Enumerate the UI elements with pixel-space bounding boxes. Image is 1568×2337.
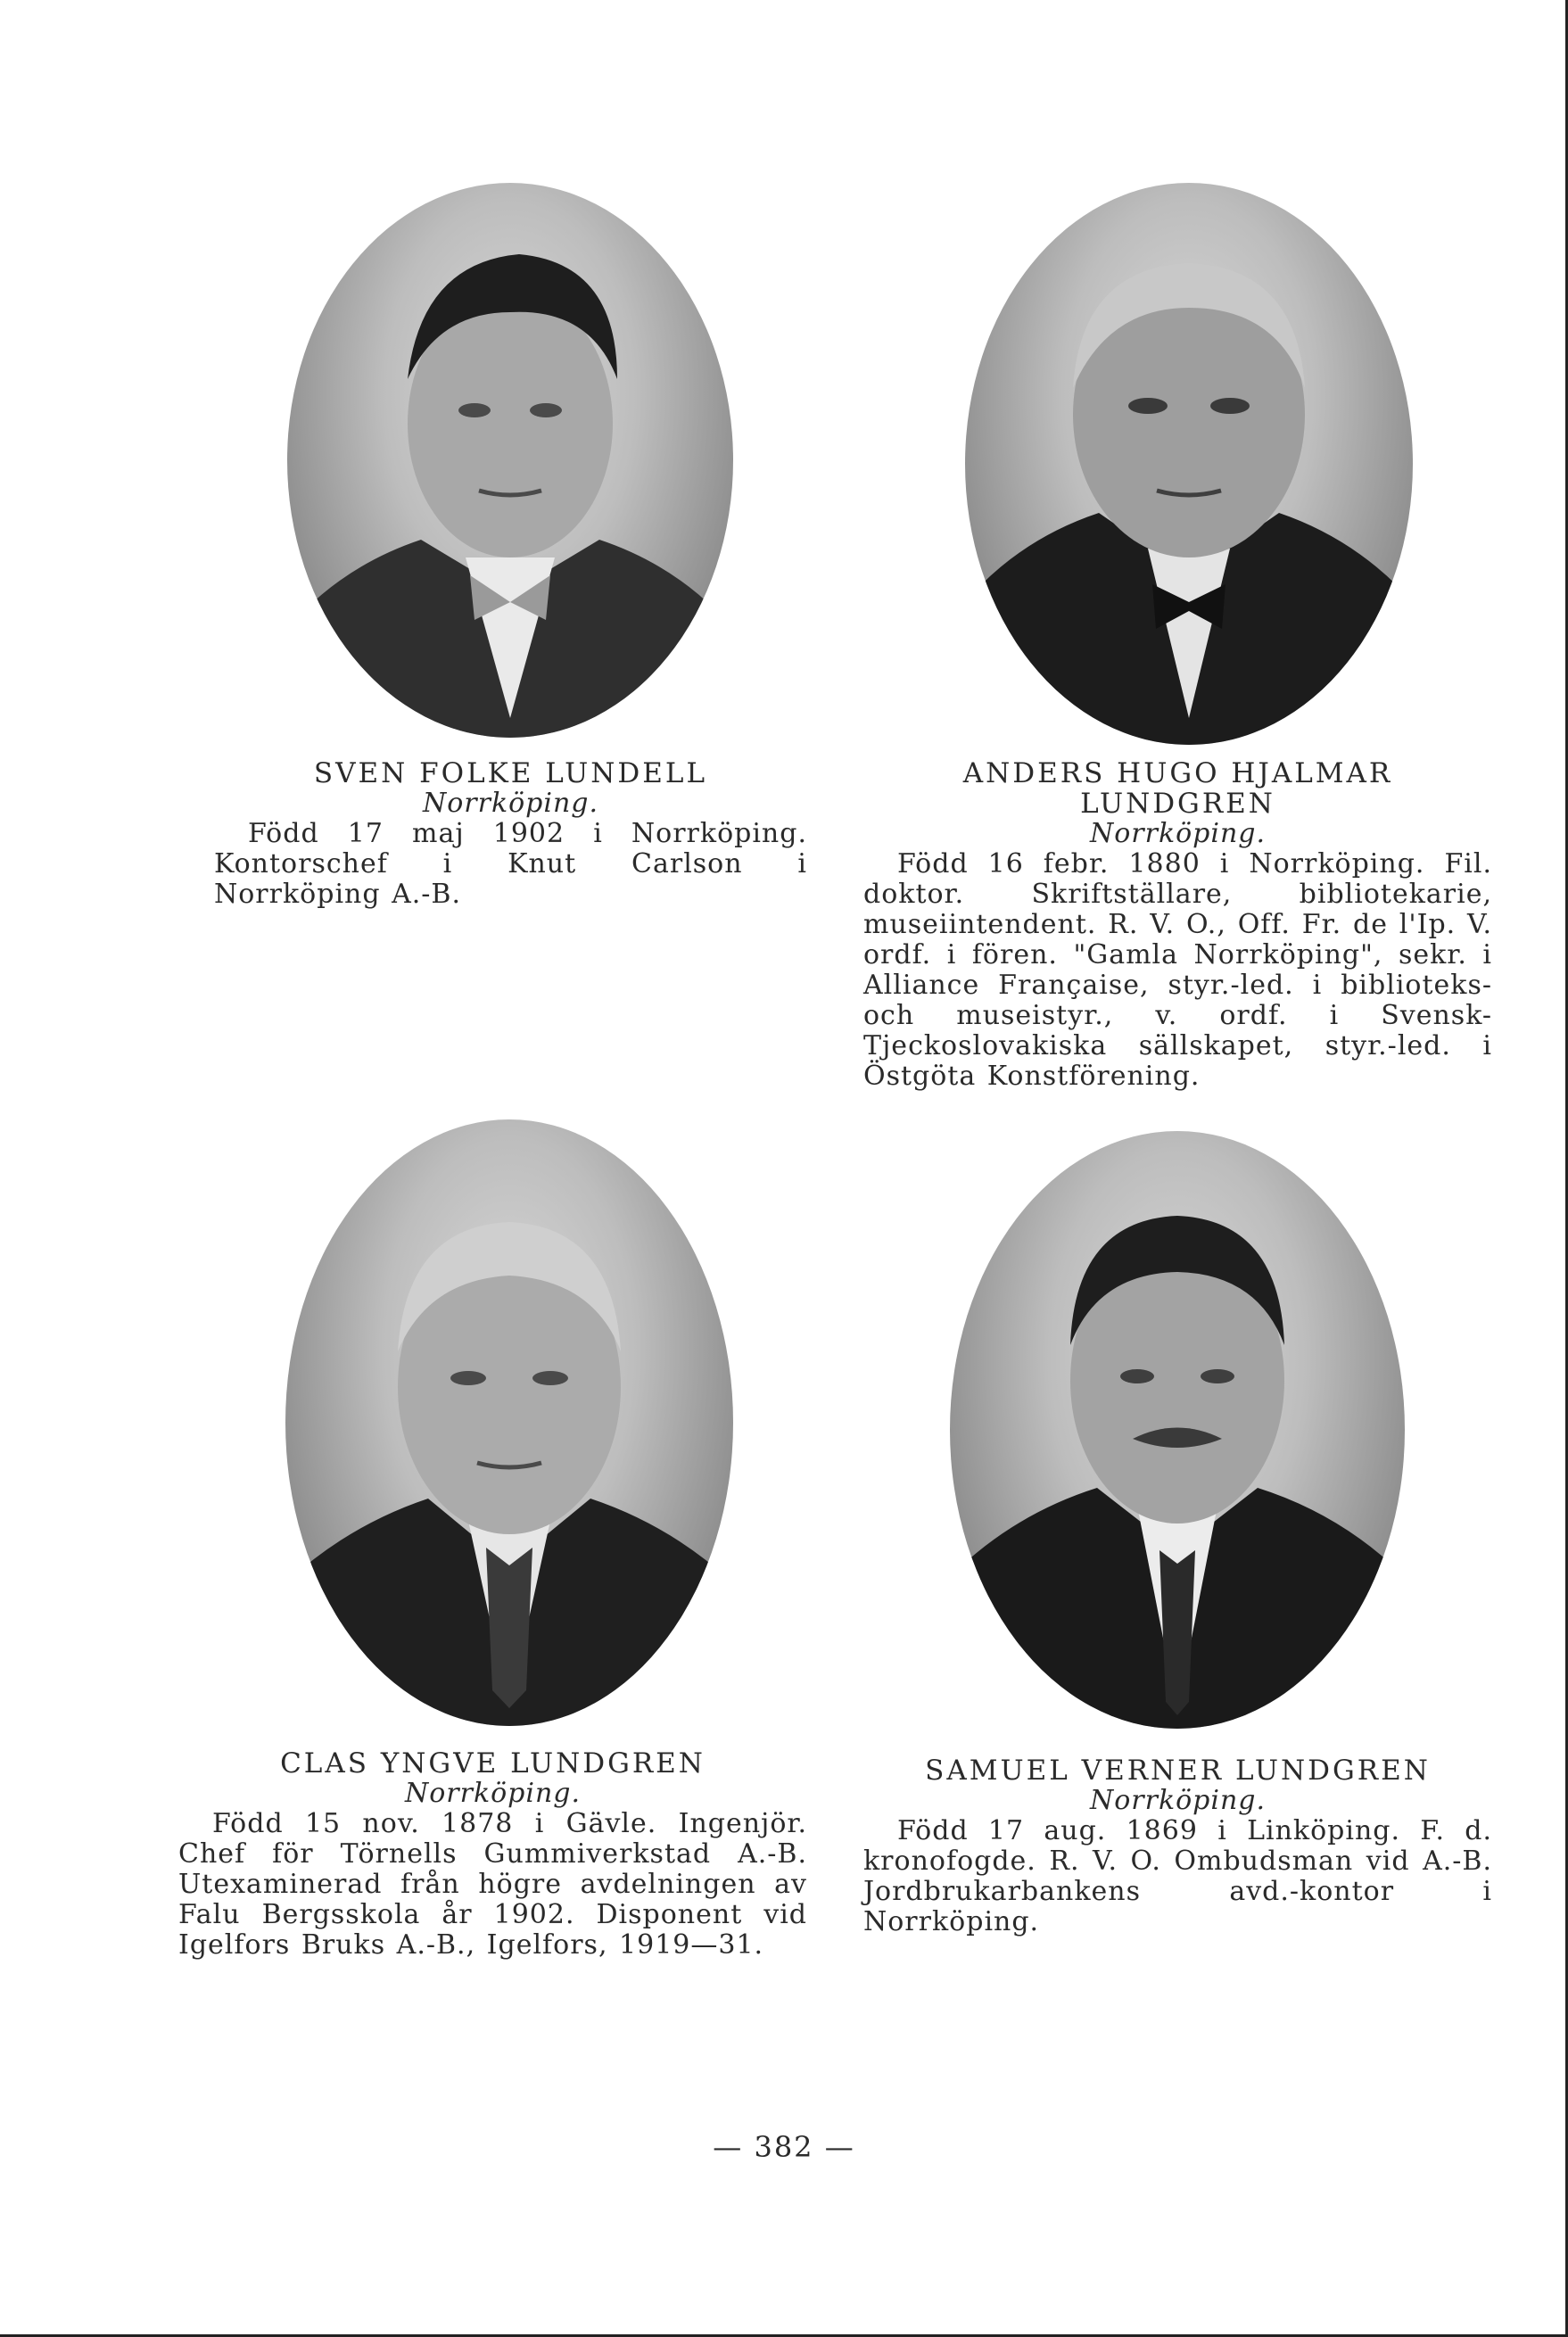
person-bio: Född 17 maj 1902 i Norrköping. Kontorschef i Knut Carlson i Norrköping A.-B. xyxy=(214,818,807,910)
portrait-samuel-verner-lundgren xyxy=(950,1131,1405,1729)
person-name: SAMUEL VERNER LUNDGREN xyxy=(925,1755,1431,1787)
person-place: Norrköping. xyxy=(404,1778,582,1809)
portrait-sven-folke-lundell xyxy=(287,183,733,738)
entry-samuel-verner-lundgren xyxy=(863,1755,1492,1937)
person-name: CLAS YNGVE LUNDGREN xyxy=(280,1747,706,1780)
person-bio: Född 17 aug. 1869 i Linköping. F. d. kronofogde. R. V. O. Ombudsman vid A.-B. Jordbrukarbankens avd.-kontor i Norrköping. xyxy=(863,1815,1492,1937)
person-place: Norrköping. xyxy=(1089,1785,1267,1816)
entry-clas-yngve-lundgren xyxy=(178,1748,807,1961)
person-place: Norrköping. xyxy=(422,788,599,819)
entry-sven-folke-lundell xyxy=(214,758,807,910)
person-name: SVEN FOLKE LUNDELL xyxy=(313,757,708,789)
person-place: Norrköping. xyxy=(1089,818,1267,849)
person-bio: Född 15 nov. 1878 i Gävle. Ingenjör. Chef för Törnells Gummiverkstad A.-B. Utexaminerad från högre avdelningen av Falu Bergsskola år 1902. Disponent vid Igelfors Bruks A.-B., Igelfors, 1919—31. xyxy=(178,1808,807,1961)
portrait-anders-hugo-hjalmar-lundgren xyxy=(965,183,1413,745)
page-number: — 382 — xyxy=(713,2130,855,2164)
person-bio: Född 16 febr. 1880 i Norrköping. Fil. doktor. Skriftställare, bibliotekarie, museiintendent. R. V. O., Off. Fr. de l'Ip. V. ordf. i fören. "Gamla Norrköping", sekr. i Alliance Française, styr.-led. i biblioteks- och museistyr., v. ordf. i Svensk-Tjeckoslovakiska sällskapet, styr.-led. i Östgöta Konstförening. xyxy=(863,848,1492,1092)
entry-anders-hugo-hjalmar-lundgren xyxy=(863,758,1492,1092)
portrait-clas-yngve-lundgren xyxy=(285,1119,733,1726)
person-name: ANDERS HUGO HJALMAR LUNDGREN xyxy=(962,757,1393,820)
